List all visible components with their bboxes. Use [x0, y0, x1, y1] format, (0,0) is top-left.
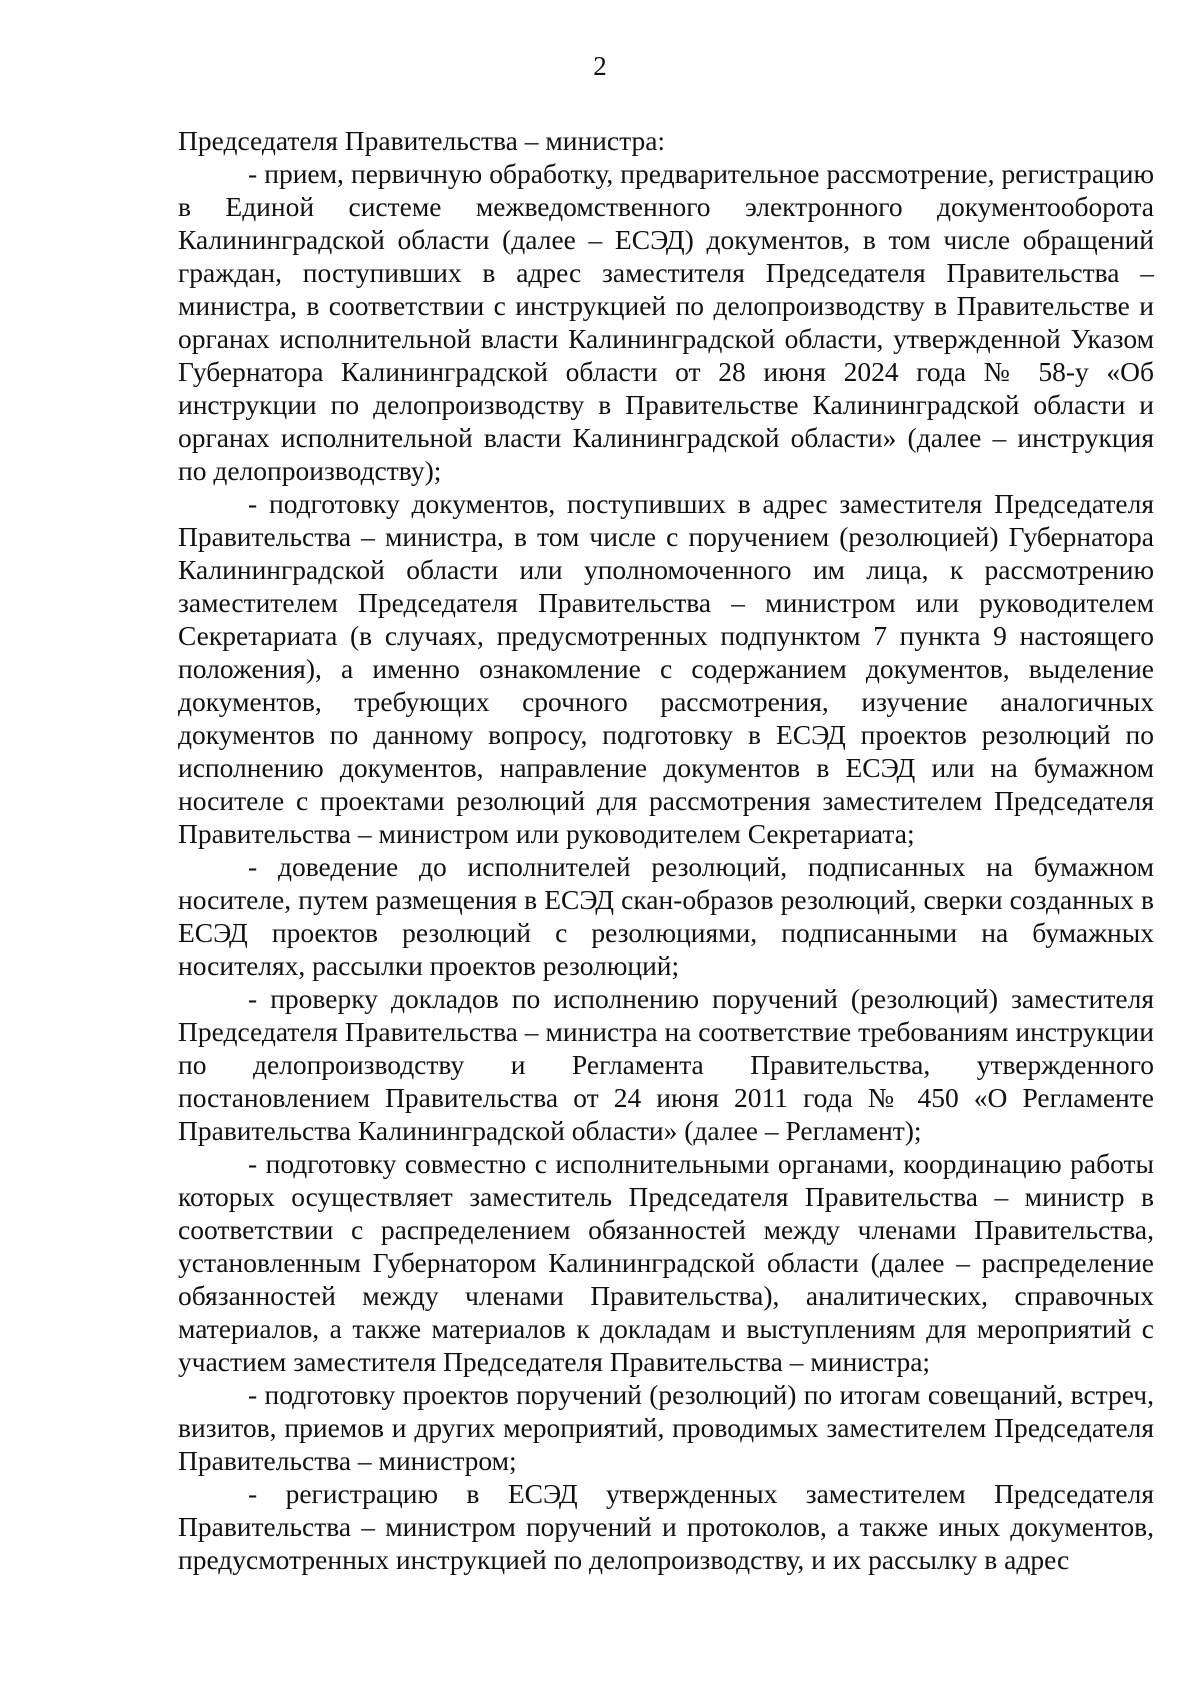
page-number: 2	[593, 51, 607, 81]
list-item-report-verification: - проверку докладов по исполнению поручений (резолюций) заместителя Председателя Правительства – министра на соответствие требованиям инструкции по делопроизводству и Регламента Правительства, утвержденного постановлением Правительства от 24 июня 2011 года № 450 «О Регламенте Правительства Калининградской области» (далее – Регламент);	[178, 983, 1154, 1146]
list-item-draft-instructions: - подготовку проектов поручений (резолюций) по итогам совещаний, встреч, визитов, приемов и других мероприятий, проводимых заместителем Председателя Правительства – министром;	[178, 1379, 1154, 1476]
list-item-registration: - прием, первичную обработку, предварительное рассмотрение, регистрацию в Единой системе межведомственного электронного документооборота Калининградской области (далее – ЕСЭД) документов, в том числе обращений граждан, поступивших в адрес заместителя Председателя Правительства – министра, в соответствии с инструкцией по делопроизводству в Правительстве и органах исполнительной власти Калининградской области, утвержденной Указом Губернатора Калининградской области от 28 июня 2024 года № 58-у «Об инструкции по делопроизводству в Правительстве Калининградской области и органах исполнительной власти Калининградской области» (далее – инструкция по делопроизводству);	[178, 158, 1154, 486]
document-body	[178, 124, 1154, 1576]
list-item-analytical-materials: - подготовку совместно с исполнительными органами, координацию работы которых осуществляет заместитель Председателя Правительства – министр в соответствии с распределением обязанностей между членами Правительства, установленным Губернатором Калининградской области (далее – распределение обязанностей между членами Правительства), аналитических, справочных материалов, а также материалов к докладам и выступлениям для мероприятий с участием заместителя Председателя Правительства – министра;	[178, 1148, 1154, 1377]
list-item-resolution-delivery: - доведение до исполнителей резолюций, подписанных на бумажном носителе, путем размещения в ЕСЭД скан-образов резолюций, сверки созданных в ЕСЭД проектов резолюций с резолюциями, подписанными на бумажных носителях, рассылки проектов резолюций;	[178, 851, 1154, 981]
list-item-document-preparation: - подготовку документов, поступивших в адрес заместителя Председателя Правительства – министра, в том числе с поручением (резолюцией) Губернатора Калининградской области или уполномоченного им лица, к рассмотрению заместителем Председателя Правительства – министром или руководителем Секретариата (в случаях, предусмотренных подпунктом 7 пункта 9 настоящего положения), а именно ознакомление с содержанием документов, выделение документов, требующих срочного рассмотрения, изучение аналогичных документов по данному вопросу, подготовку в ЕСЭД проектов резолюций по исполнению документов, направление документов в ЕСЭД или на бумажном носителе с проектами резолюций для рассмотрения заместителем Председателя Правительства – министром или руководителем Секретариата;	[178, 488, 1154, 849]
list-item-protocol-registration: - регистрацию в ЕСЭД утвержденных заместителем Председателя Правительства – министром поручений и протоколов, а также иных документов, предусмотренных инструкцией по делопроизводству, и их рассылку в адрес	[178, 1478, 1154, 1575]
paragraph-continuation: Председателя Правительства – министра:	[178, 125, 666, 156]
